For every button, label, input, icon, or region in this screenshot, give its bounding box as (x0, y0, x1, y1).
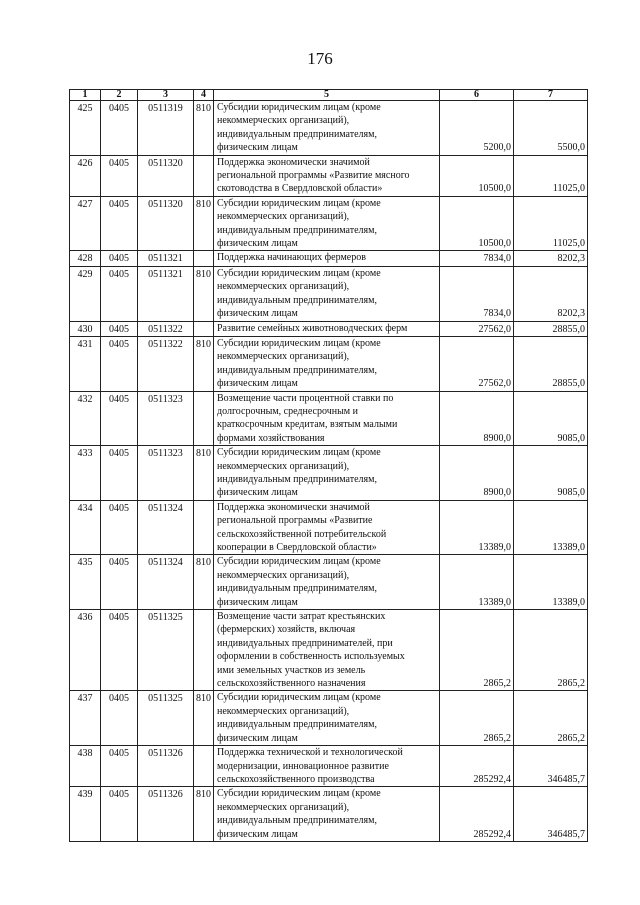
description-line: Поддержка экономически значимой (217, 156, 370, 168)
amount-year-2: 9085,0 (514, 391, 588, 446)
expense-type-code: 810 (194, 101, 214, 156)
section-code: 0405 (101, 321, 138, 336)
row-number: 435 (70, 555, 101, 610)
target-article-code: 0511326 (138, 746, 194, 787)
description-line: физическим лицам (217, 238, 298, 250)
amount-year-2: 11025,0 (514, 196, 588, 251)
description-cell (214, 101, 440, 156)
row-number: 438 (70, 746, 101, 787)
table-row (70, 610, 588, 691)
description-line: Субсидии юридическим лицам (кроме (217, 692, 381, 704)
description-cell (214, 446, 440, 501)
expense-type-code: 810 (194, 787, 214, 842)
description-line: (фермерских) хозяйств, включая (217, 624, 356, 636)
amount-year-2: 8202,3 (514, 251, 588, 266)
description-cell (214, 336, 440, 391)
amount-year-2: 13389,0 (514, 555, 588, 610)
expense-type-code (194, 500, 214, 555)
description-cell (214, 610, 440, 691)
expense-type-code: 810 (194, 446, 214, 501)
expense-type-code: 810 (194, 555, 214, 610)
table-row (70, 500, 588, 555)
description-line: Субсидии юридическим лицам (кроме (217, 102, 381, 113)
description-line: Поддержка экономически значимой (217, 501, 370, 513)
target-article-code: 0511321 (138, 251, 194, 266)
section-code: 0405 (101, 746, 138, 787)
section-code: 0405 (101, 610, 138, 691)
description-line: некоммерческих организаций), (217, 801, 350, 813)
header-row (70, 90, 588, 101)
description-cell (214, 500, 440, 555)
description-line: индивидуальным предпринимателям, (217, 815, 377, 827)
section-code: 0405 (101, 446, 138, 501)
description-cell (214, 251, 440, 266)
expense-type-code (194, 321, 214, 336)
description-line: кооперации в Свердловской области» (217, 542, 377, 553)
section-code: 0405 (101, 196, 138, 251)
table-row (70, 196, 588, 251)
amount-year-1: 27562,0 (440, 336, 514, 391)
description-line: индивидуальным предпринимателям, (217, 294, 377, 306)
description-line: физическим лицам (217, 828, 298, 840)
amount-year-1: 8900,0 (440, 446, 514, 501)
table-row (70, 101, 588, 156)
target-article-code: 0511326 (138, 787, 194, 842)
section-code: 0405 (101, 155, 138, 196)
table-row (70, 746, 588, 787)
description-cell (214, 155, 440, 196)
description-cell (214, 555, 440, 610)
description-line: скотоводства в Свердловской области» (217, 183, 383, 195)
description-line: некоммерческих организаций), (217, 460, 350, 472)
description-cell (214, 196, 440, 251)
table-row (70, 787, 588, 842)
description-line: физическим лицам (217, 308, 298, 320)
column-header: 6 (440, 90, 514, 101)
description-line: индивидуальным предпринимателям, (217, 583, 377, 595)
section-code: 0405 (101, 391, 138, 446)
description-cell (214, 266, 440, 321)
table-row (70, 691, 588, 746)
row-number: 433 (70, 446, 101, 501)
description-cell (214, 391, 440, 446)
description-line: ими земельных участков из земель (217, 664, 366, 676)
row-number: 431 (70, 336, 101, 391)
table-row (70, 336, 588, 391)
column-header: 2 (101, 90, 138, 101)
description-line: Субсидии юридическим лицам (кроме (217, 788, 381, 800)
description-line: модернизации, инновационное развитие (217, 760, 389, 772)
description-line: Поддержка технической и технологической (217, 747, 403, 759)
amount-year-2: 2865,2 (514, 610, 588, 691)
table-row (70, 266, 588, 321)
description-line: физическим лицам (217, 732, 298, 744)
amount-year-1: 10500,0 (440, 155, 514, 196)
amount-year-2: 28855,0 (514, 336, 588, 391)
section-code: 0405 (101, 787, 138, 842)
description-line: индивидуальным предпринимателям, (217, 473, 377, 485)
column-header: 4 (194, 90, 214, 101)
description-cell (214, 321, 440, 336)
column-header: 3 (138, 90, 194, 101)
description-line: Субсидии юридическим лицам (кроме (217, 447, 381, 459)
expense-type-code (194, 251, 214, 266)
table-row (70, 321, 588, 336)
amount-year-2: 346485,7 (514, 787, 588, 842)
table-row (70, 155, 588, 196)
column-header: 7 (514, 90, 588, 101)
table-row (70, 555, 588, 610)
row-number: 429 (70, 266, 101, 321)
amount-year-1: 27562,0 (440, 321, 514, 336)
description-line: индивидуальным предпринимателям, (217, 364, 377, 376)
target-article-code: 0511322 (138, 321, 194, 336)
row-number: 437 (70, 691, 101, 746)
description-line: Субсидии юридическим лицам (кроме (217, 197, 381, 209)
expense-type-code (194, 155, 214, 196)
description-line: физическим лицам (217, 378, 298, 390)
amount-year-1: 5200,0 (440, 101, 514, 156)
expense-type-code: 810 (194, 196, 214, 251)
description-line: сельскохозяйственного назначения (217, 678, 366, 690)
description-line: Субсидии юридическим лицам (кроме (217, 267, 381, 279)
table-row (70, 391, 588, 446)
description-line: формами хозяйствования (217, 432, 325, 444)
description-line: краткосрочным кредитам, взятым малыми (217, 419, 398, 431)
expense-type-code (194, 746, 214, 787)
row-number: 432 (70, 391, 101, 446)
description-line: индивидуальным предпринимателям, (217, 719, 377, 731)
target-article-code: 0511320 (138, 155, 194, 196)
section-code: 0405 (101, 500, 138, 555)
row-number: 436 (70, 610, 101, 691)
section-code: 0405 (101, 336, 138, 391)
expense-type-code: 810 (194, 691, 214, 746)
description-line: Возмещение части затрат крестьянских (217, 611, 386, 623)
row-number: 434 (70, 500, 101, 555)
target-article-code: 0511324 (138, 555, 194, 610)
description-line: Субсидии юридическим лицам (кроме (217, 556, 381, 568)
table-row (70, 251, 588, 266)
amount-year-1: 10500,0 (440, 196, 514, 251)
description-line: некоммерческих организаций), (217, 281, 350, 293)
description-line: физическим лицам (217, 487, 298, 499)
description-line: некоммерческих организаций), (217, 705, 350, 717)
budget-table (69, 89, 588, 842)
target-article-code: 0511322 (138, 336, 194, 391)
description-line: физическим лицам (217, 596, 298, 608)
expense-type-code: 810 (194, 266, 214, 321)
column-header: 5 (214, 90, 440, 101)
description-line: Поддержка начинающих фермеров (217, 252, 366, 264)
amount-year-2: 8202,3 (514, 266, 588, 321)
description-line: Субсидии юридическим лицам (кроме (217, 337, 381, 349)
section-code: 0405 (101, 251, 138, 266)
target-article-code: 0511323 (138, 391, 194, 446)
description-line: некоммерческих организаций), (217, 211, 350, 223)
description-line: региональной программы «Развитие (217, 515, 373, 527)
column-header: 1 (70, 90, 101, 101)
amount-year-2: 9085,0 (514, 446, 588, 501)
amount-year-2: 5500,0 (514, 101, 588, 156)
amount-year-2: 346485,7 (514, 746, 588, 787)
target-article-code: 0511325 (138, 691, 194, 746)
amount-year-1: 285292,4 (440, 746, 514, 787)
amount-year-1: 7834,0 (440, 251, 514, 266)
target-article-code: 0511325 (138, 610, 194, 691)
amount-year-2: 11025,0 (514, 155, 588, 196)
description-line: сельскохозяйственной потребительской (217, 528, 387, 540)
description-cell (214, 787, 440, 842)
target-article-code: 0511320 (138, 196, 194, 251)
amount-year-2: 2865,2 (514, 691, 588, 746)
target-article-code: 0511323 (138, 446, 194, 501)
description-line: индивидуальным предпринимателям, (217, 128, 377, 140)
table-row (70, 446, 588, 501)
amount-year-1: 2865,2 (440, 610, 514, 691)
amount-year-1: 8900,0 (440, 391, 514, 446)
expense-type-code: 810 (194, 336, 214, 391)
row-number: 427 (70, 196, 101, 251)
section-code: 0405 (101, 691, 138, 746)
table-body (70, 101, 588, 842)
amount-year-1: 13389,0 (440, 500, 514, 555)
page-number: 176 (307, 49, 333, 68)
target-article-code: 0511324 (138, 500, 194, 555)
section-code: 0405 (101, 101, 138, 156)
description-line: Развитие семейных животноводческих ферм (217, 322, 408, 334)
description-line: Возмещение части процентной ставки по (217, 392, 394, 404)
description-line: оформлении в собственность используемых (217, 651, 405, 663)
row-number: 439 (70, 787, 101, 842)
description-line: сельскохозяйственного производства (217, 773, 375, 785)
section-code: 0405 (101, 555, 138, 610)
row-number: 425 (70, 101, 101, 156)
description-line: некоммерческих организаций), (217, 115, 350, 127)
amount-year-1: 2865,2 (440, 691, 514, 746)
amount-year-1: 285292,4 (440, 787, 514, 842)
amount-year-2: 13389,0 (514, 500, 588, 555)
description-line: долгосрочным, среднесрочным и (217, 405, 358, 417)
description-line: физическим лицам (217, 142, 298, 154)
amount-year-1: 13389,0 (440, 555, 514, 610)
description-line: индивидуальным предпринимателям, (217, 224, 377, 236)
description-line: региональной программы «Развитие мясного (217, 170, 410, 182)
row-number: 430 (70, 321, 101, 336)
description-cell (214, 746, 440, 787)
target-article-code: 0511319 (138, 101, 194, 156)
description-line: некоммерческих организаций), (217, 351, 350, 363)
row-number: 428 (70, 251, 101, 266)
description-line: некоммерческих организаций), (217, 569, 350, 581)
amount-year-1: 7834,0 (440, 266, 514, 321)
amount-year-2: 28855,0 (514, 321, 588, 336)
description-cell (214, 691, 440, 746)
expense-type-code (194, 391, 214, 446)
section-code: 0405 (101, 266, 138, 321)
target-article-code: 0511321 (138, 266, 194, 321)
row-number: 426 (70, 155, 101, 196)
description-line: индивидуальных предпринимателей, при (217, 637, 393, 649)
expense-type-code (194, 610, 214, 691)
